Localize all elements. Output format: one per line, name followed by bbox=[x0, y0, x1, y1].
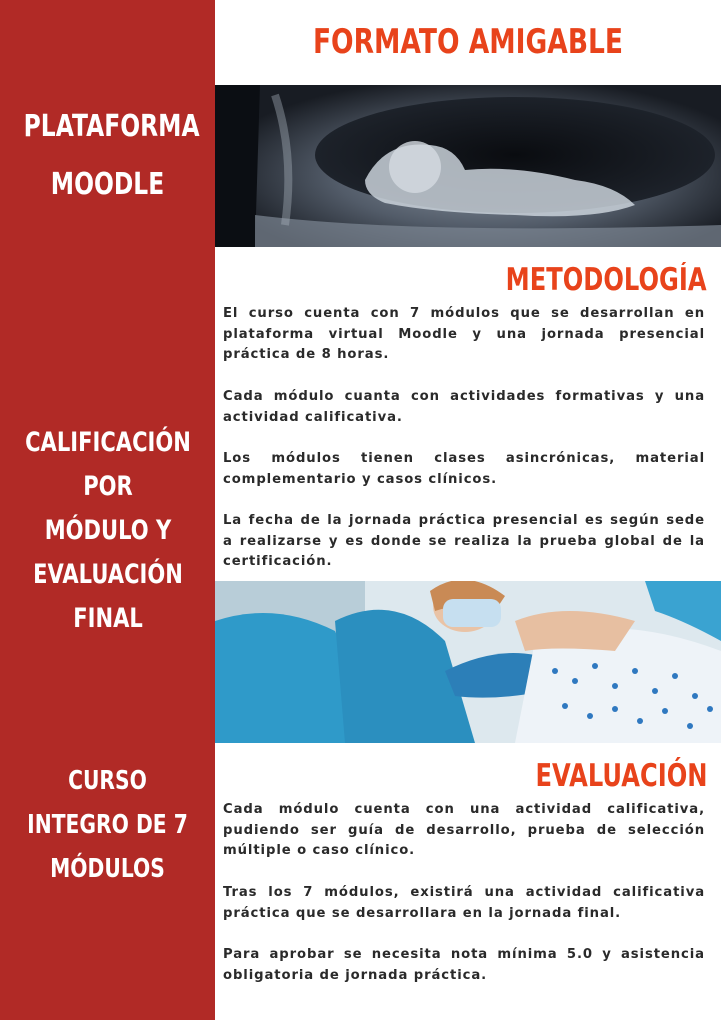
sidebar-line: MÓDULO Y bbox=[44, 515, 172, 546]
sidebar bbox=[0, 0, 215, 1020]
sidebar-line: INTEGRO DE 7 bbox=[27, 810, 188, 840]
sidebar-line: EVALUACIÓN FINAL bbox=[33, 559, 183, 634]
section-title-metodologia: METODOLOGÍA bbox=[506, 262, 707, 298]
paragraph: Cada módulo cuanta con actividades formativas y una actividad calificativa. bbox=[223, 388, 705, 425]
paragraph: Cada módulo cuenta con una actividad calificativa, pudiendo ser guía de desarrollo, prueba de selección múltiple o caso clínico. bbox=[223, 802, 705, 859]
medical-staff-photo bbox=[215, 581, 721, 743]
ultrasound-image bbox=[215, 85, 721, 247]
sidebar-line: CALIFICACIÓN POR bbox=[25, 427, 191, 502]
section-title-evaluacion: EVALUACIÓN bbox=[535, 758, 707, 794]
paragraph: La fecha de la jornada práctica presencial es según sede a realizarse y es donde se realiza la prueba global de la certificación. bbox=[223, 512, 705, 570]
paragraph: Para aprobar se necesita nota mínima 5.0 y asistencia obligatoria de jornada práctica. bbox=[223, 946, 705, 983]
paragraph: El curso cuenta con 7 módulos que se desarrollan en plataforma virtual Moodle y una jornada presencial práctica de 8 horas. bbox=[223, 306, 705, 363]
sidebar-line: MÓDULOS bbox=[50, 854, 165, 884]
sidebar-heading-plataforma bbox=[23, 98, 200, 214]
sidebar-heading-calificacion bbox=[14, 421, 201, 641]
paragraph: Los módulos tienen clases asincrónicas, material complementario y casos clínicos. bbox=[223, 450, 705, 487]
sidebar-line: MOODLE bbox=[50, 167, 165, 202]
sidebar-heading-curso bbox=[24, 759, 192, 891]
sidebar-line: PLATAFORMA bbox=[23, 109, 200, 144]
evaluacion-text bbox=[223, 800, 705, 1007]
metodologia-text bbox=[223, 304, 705, 594]
paragraph: Tras los 7 módulos, existirá una actividad calificativa práctica que se desarrollara en la jornada final. bbox=[223, 884, 705, 921]
page-title: FORMATO AMIGABLE bbox=[312, 22, 624, 62]
sidebar-line: CURSO bbox=[68, 766, 147, 796]
